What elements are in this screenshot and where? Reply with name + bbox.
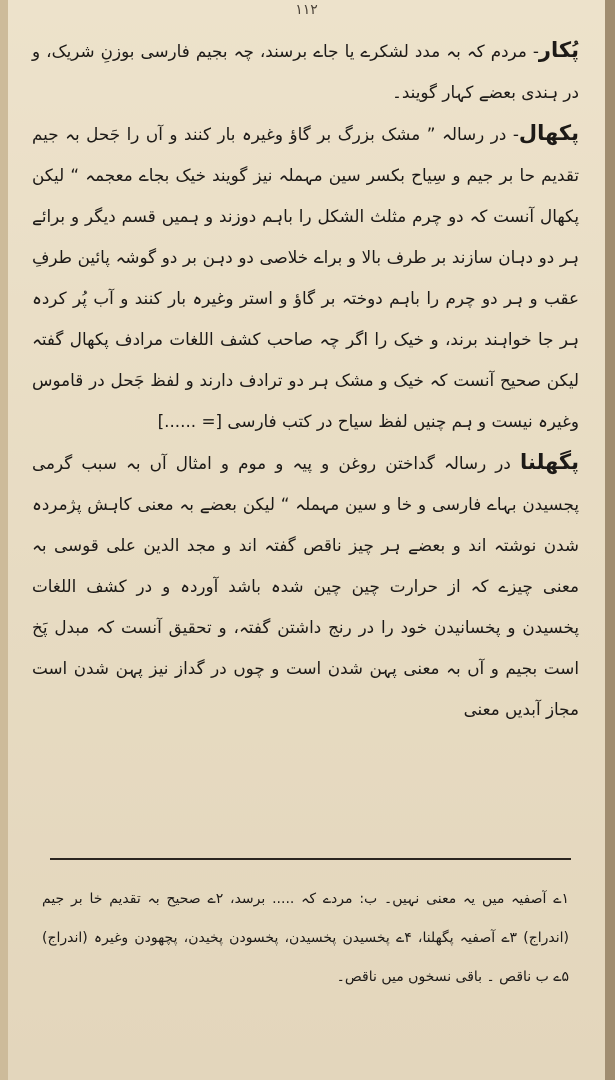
- headword: پُکار: [538, 38, 579, 62]
- entry-pukar: [32, 30, 579, 113]
- entry-pighalna: [32, 442, 579, 730]
- definition-text: - مردم کہ بہ مدد لشکرے یا جاے برسند، چہ بجیم فارسی بوزنِ شریک، و در ہندی بعضے کہار گویند۔: [32, 41, 579, 102]
- definition-text: - در رسالہ ” مشک بزرگ بر گاؤ وغیرہ بار کنند و آں را جَحل بہ جیم تقدیم حا بر جیم و سِیاح بکسر سین مہملہ نیز گویند خیک بجاے معجمہ “ لیکن پکھال آنست کہ دو چرم مثلث الشکل را باہم دوزند و ہمیں قسم دیگر و برائے ہر دو دہان سازند بر طرف بالا و براے خلاصی دو دہن بر دو گوشہ پائین طرفِ عقب و ہر دو چرم را باہم دوختہ بر گاؤ و استر وغیرہ بار کنند و آب پُر کردہ ہر جا خواہند برند، و خیک را اگر چہ صاحب کشف اللغات مرادف پکھال گفتہ لیکن صحیح آنست کہ خیک و مشک ہر دو ترادف دارند و لفظ جَحل در قاموس وغیرہ نیست و ہم چنیں لفظ سیاح در کتب فارسی [= ......]: [32, 124, 579, 431]
- footnote-divider: [50, 858, 571, 860]
- definition-text: در رسالہ گداختن روغن و پیہ و موم و امثال آں بہ سبب گرمی پجسیدن بہاے فارسی و خا و سین مہملہ “ لیکن بعضے بہ معنی کاہش پژمردہ شدن نوشتہ اند و بعضے ہر چیز ناقص گفتہ اند و مجد الدین علی قوسی بہ معنی چیزے کہ از حرارت چین چین شدہ باشد آوردہ و در کشف اللغات پخسیدن و پخسانیدن خود را در رنج داشتن گفتہ، و تحقیق آنست کہ مبدل پَخ است بجیم و آں بہ معنی پہن شدن است و چوں در گداز نیز پہن شدن است مجاز آبدیں معنی: [32, 453, 579, 719]
- main-text: [32, 30, 579, 730]
- entry-pakhal: [32, 113, 579, 442]
- page-number: ۱۱۲: [295, 2, 318, 18]
- footnotes: ۱ے آصفیہ میں یہ معنی نہیں۔ ب: مردے کہ ..... برسد، ۲ے صحیح بہ تقدیم خا بر جیم (اندراج) ۳ے آصفیہ پگھلنا، ۴ے پخسیدن پخسیدن، پخسودن پخیدن، پچھودن وغیرہ (اندراج) ۵ے ب ناقص ۔ باقی نسخوں میں ناقص۔: [42, 891, 569, 985]
- headword: پگھلنا: [520, 450, 579, 474]
- headword: پکھال: [518, 121, 579, 145]
